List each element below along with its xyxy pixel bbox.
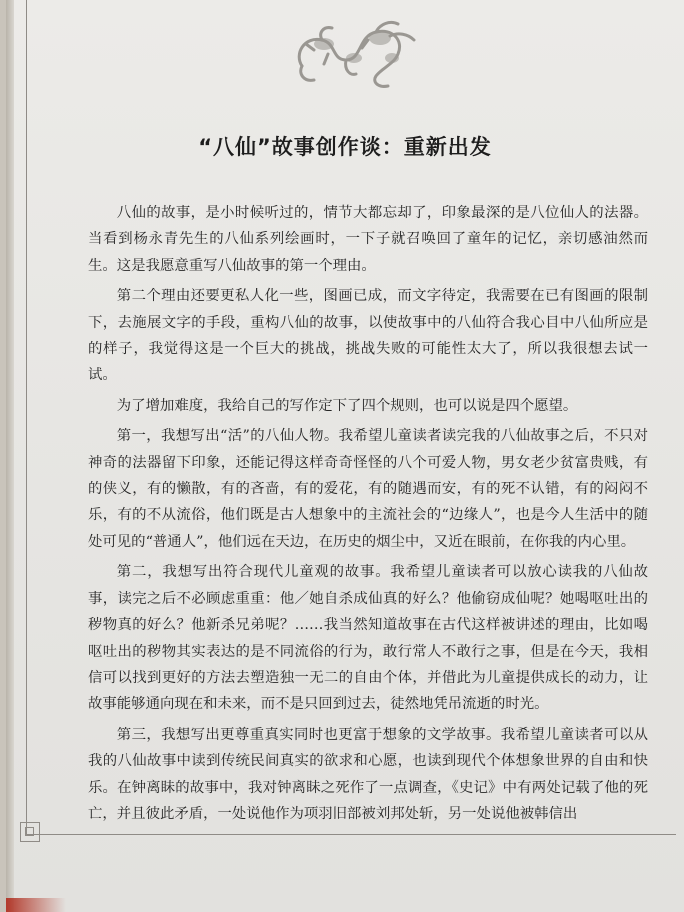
paragraph-4: 第一，我想写出“活”的八仙人物。我希望儿童读者读完我的八仙故事之后，不只对神奇的法器留下印象，还能记得这样奇奇怪怪的八个可爱人物，男女老少贫富贵贱，有的侠义，有的懒散，有的吝啬，有的爱花，有的随遇而安，有的死不认错，有的闷闷不乐，有的不从流俗，他们既是古人想象中的主流社会的“边缘人”，也是今人生活中的随处可见的“普通人”，他们远在天边，在历史的烟尘中，又近在眼前，在你我的内心里。 <box>88 428 648 550</box>
corner-ornament-icon <box>20 822 40 842</box>
paragraph-2: 第二个理由还要更私人化一些，图画已成，而文字待定，我需要在已有图画的限制下，去施展文字的手段，重构八仙的故事，以使故事中的八仙符合我心目中八仙所应是的样子，我觉得这是一个巨大的挑战，挑战失败的可能性太大了，所以我很想去试一试。 <box>88 288 648 384</box>
dragon-ornament-icon <box>284 14 424 94</box>
paragraph-6: 第三，我想写出更尊重真实同时也更富于想象的文学故事。我希望儿童读者可以从我的八仙故事中读到传统民间真实的欲求和心愿，也读到现代个体想象世界的自由和快乐。在钟离眛的故事中，我对钟离眛之死作了一点调查，《史记》中有两处记载了他的死亡，并且彼此矛盾，一处说他作为项羽旧部被刘邦处斩，另一处说他被韩信出 <box>88 726 648 822</box>
page-edge-stain <box>6 898 66 912</box>
book-page <box>6 0 684 912</box>
paragraph-1: 八仙的故事，是小时候听过的，情节大都忘却了，印象最深的是八位仙人的法器。当看到杨永青先生的八仙系列绘画时，一下子就召唤回了童年的记忆，亲切感油然而生。这是我愿意重写八仙故事的第一个理由。 <box>88 205 648 274</box>
paragraph-3: 为了增加难度，我给自己的写作定下了四个规则，也可以说是四个愿望。 <box>116 397 578 414</box>
chapter-title: “八仙”故事创作谈：重新出发 <box>198 135 492 159</box>
paragraph-5: 第二，我想写出符合现代儿童观的故事。我希望儿童读者可以放心读我的八仙故事，读完之后不必顾虑重重：他／她自杀成仙真的好么？他偷窃成仙呢？她喝呕吐出的秽物真的好么？他新杀兄弟呢？……我当然知道故事在古代这样被讲述的理由，比如喝呕吐出的秽物其实表达的是不同流俗的行为，敢行常人不敢行之事，但是在今天，我相信可以找到更好的方法去塑造独一无二的自由个体，并借此为儿童提供成长的动力，让故事能够通向现在和未来，而不是只回到过去，徒然地凭吊流逝的时光。 <box>88 564 648 713</box>
article-body <box>88 200 648 831</box>
